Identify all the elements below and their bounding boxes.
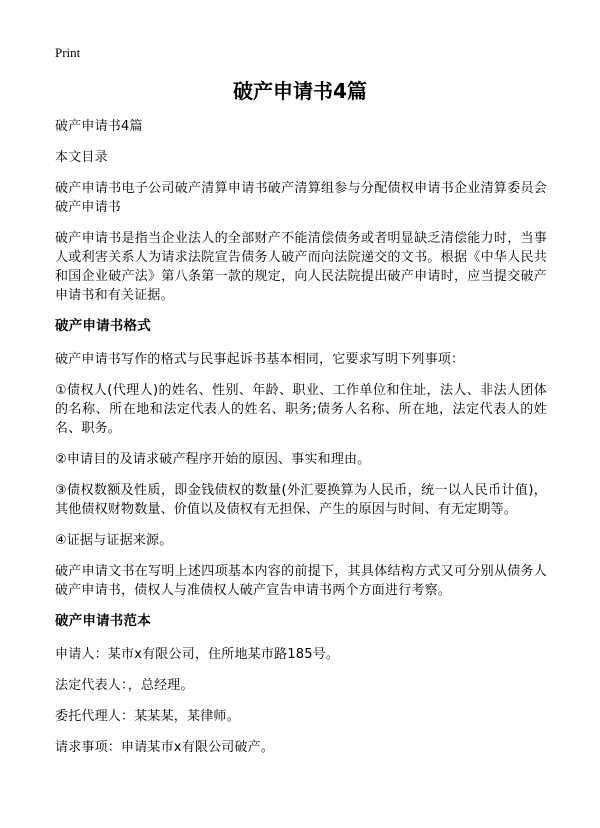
format-intro-paragraph: 破产申请书写作的格式与民事起诉书基本相同，它要求写明下列事项： xyxy=(55,352,465,367)
format-item-1: ①债权人(代理人)的姓名、性别、年龄、职业、工作单位和住址，法人、非法人团体的名称、所在地和法定代表人的姓名、职务;债务人名称、所在地，法定代表人的姓名、职务。 xyxy=(55,383,547,436)
format-item-3: ③债权数额及性质，即金钱债权的数量(外汇要换算为人民币，统一以人民币计值)，其他债权财物数量、价值以及债权有无担保、产生的原因与时间、有无定期等。 xyxy=(55,483,547,517)
applicant-line: 申请人：某市x有限公司，住所地某市路185号。 xyxy=(55,647,340,662)
format-closing-paragraph: 破产申请文书在写明上述四项基本内容的前提下，其具体结构方式又可分别从债务人破产申请书，债权人与准债权人破产宣告申请书两个方面进行考察。 xyxy=(55,564,547,598)
section-heading-template: 破产申请书范本 xyxy=(55,613,151,629)
document-title: 破产申请书4篇 xyxy=(233,79,367,103)
section-heading-format: 破产申请书格式 xyxy=(55,318,151,334)
legal-representative-line: 法定代表人：，总经理。 xyxy=(55,678,194,693)
toc-label: 本文目录 xyxy=(55,150,108,165)
document-subtitle: 破产申请书4篇 xyxy=(55,119,143,134)
request-line: 请求事项：申请某市x有限公司破产。 xyxy=(55,740,275,755)
print-label: Print xyxy=(55,45,81,60)
agent-line: 委托代理人：某某某，某律师。 xyxy=(55,709,240,724)
intro-paragraph: 破产申请书是指当企业法人的全部财产不能清偿债务或者明显缺乏清偿能力时，当事人或利害关系人为请求法院宣告债务人破产而向法院递交的文书。根据《中华人民共和国企业破产法》第八条第一款的规定，向人民法院提出破产申请时，应当提交破产申请书和有关证据。 xyxy=(55,231,547,303)
toc-text: 破产申请书电子公司破产清算申请书破产清算组参与分配债权申请书企业清算委员会破产申请书 xyxy=(55,181,547,215)
format-item-4: ④证据与证据来源。 xyxy=(55,533,173,548)
document-body xyxy=(55,117,547,769)
format-item-2: ②申请目的及请求破产程序开始的原因、事实和理由。 xyxy=(55,452,371,467)
